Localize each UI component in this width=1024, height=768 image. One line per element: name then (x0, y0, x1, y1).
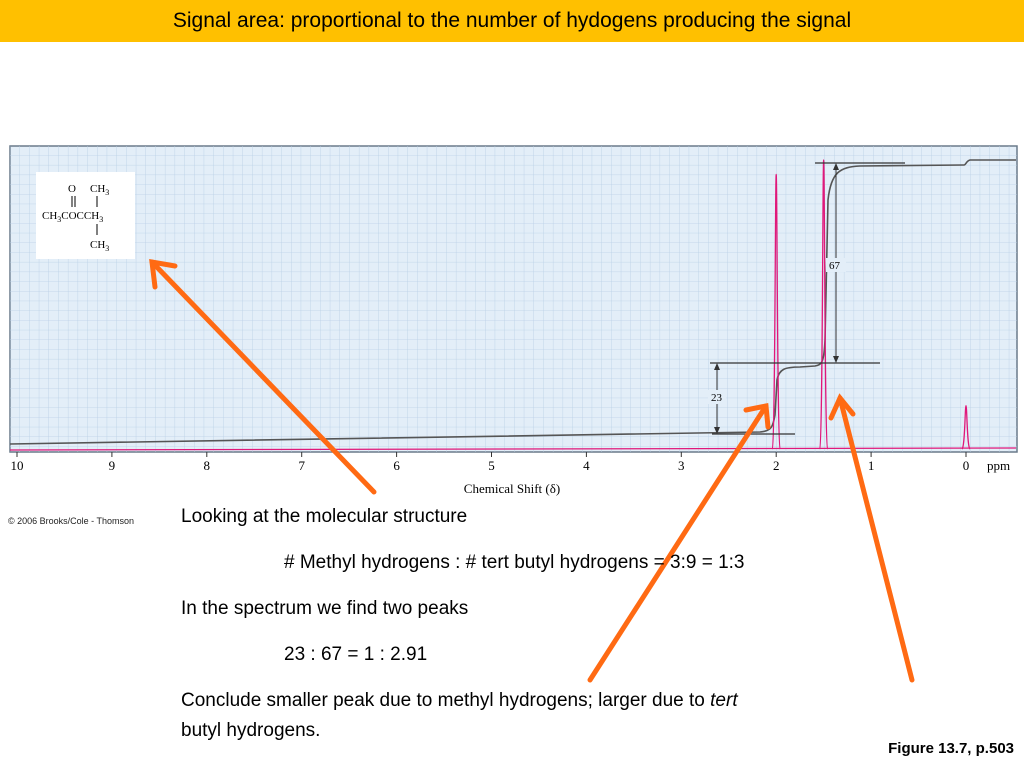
x-tick-label-0: 0 (962, 458, 970, 473)
x-tick-label-9: 9 (108, 458, 116, 473)
x-tick-label-10: 10 (10, 458, 24, 473)
x-tick-label-7: 7 (298, 458, 305, 473)
x-axis-unit: ppm (987, 458, 1011, 473)
x-axis-label: Chemical Shift (δ) (463, 481, 561, 496)
integral-label-23: 23 (711, 392, 722, 404)
structure-oxygen: O (68, 183, 76, 195)
figure-reference: Figure 13.7, p.503 (888, 740, 1014, 757)
x-tick-label-2: 2 (772, 458, 780, 473)
x-tick-label-8: 8 (203, 458, 211, 473)
x-tick-label-6: 6 (393, 458, 400, 473)
plot-grid (10, 146, 1017, 452)
x-tick-label-5: 5 (488, 458, 495, 473)
structure-ch3-top: $CH_3$ (90, 183, 110, 197)
slide-title: Signal area: proportional to the number of hydogens producing the signal (172, 9, 852, 32)
text-line-4: 23 : 67 = 1 : 2.91 (284, 644, 428, 665)
copyright-notice: © 2006 Brooks/Cole - Thomson (8, 516, 135, 526)
text-line-5-part-a: Conclude smaller peak due to methyl hydrogens; larger due to (181, 690, 711, 711)
text-line-5 (181, 690, 738, 712)
text-line-6: butyl hydrogens. (181, 720, 321, 741)
text-line-3: In the spectrum we find two peaks (181, 598, 469, 619)
integral-label-67: 67 (829, 260, 840, 272)
structure-ch3-bottom: $CH_3$ (90, 239, 110, 253)
text-line-1: Looking at the molecular structure (181, 506, 468, 527)
molecular-structure (36, 172, 135, 259)
structure-main-chain: $CH_3COCCH_3$ (42, 210, 104, 224)
x-tick-label-4: 4 (583, 458, 590, 473)
text-line-5-italic: tert (710, 690, 738, 711)
text-line-2: # Methyl hydrogens : # tert butyl hydrogens = 3:9 = 1:3 (284, 552, 745, 573)
x-axis (11, 452, 970, 473)
x-tick-label-3: 3 (678, 458, 685, 473)
x-tick-label-1: 1 (867, 458, 875, 473)
